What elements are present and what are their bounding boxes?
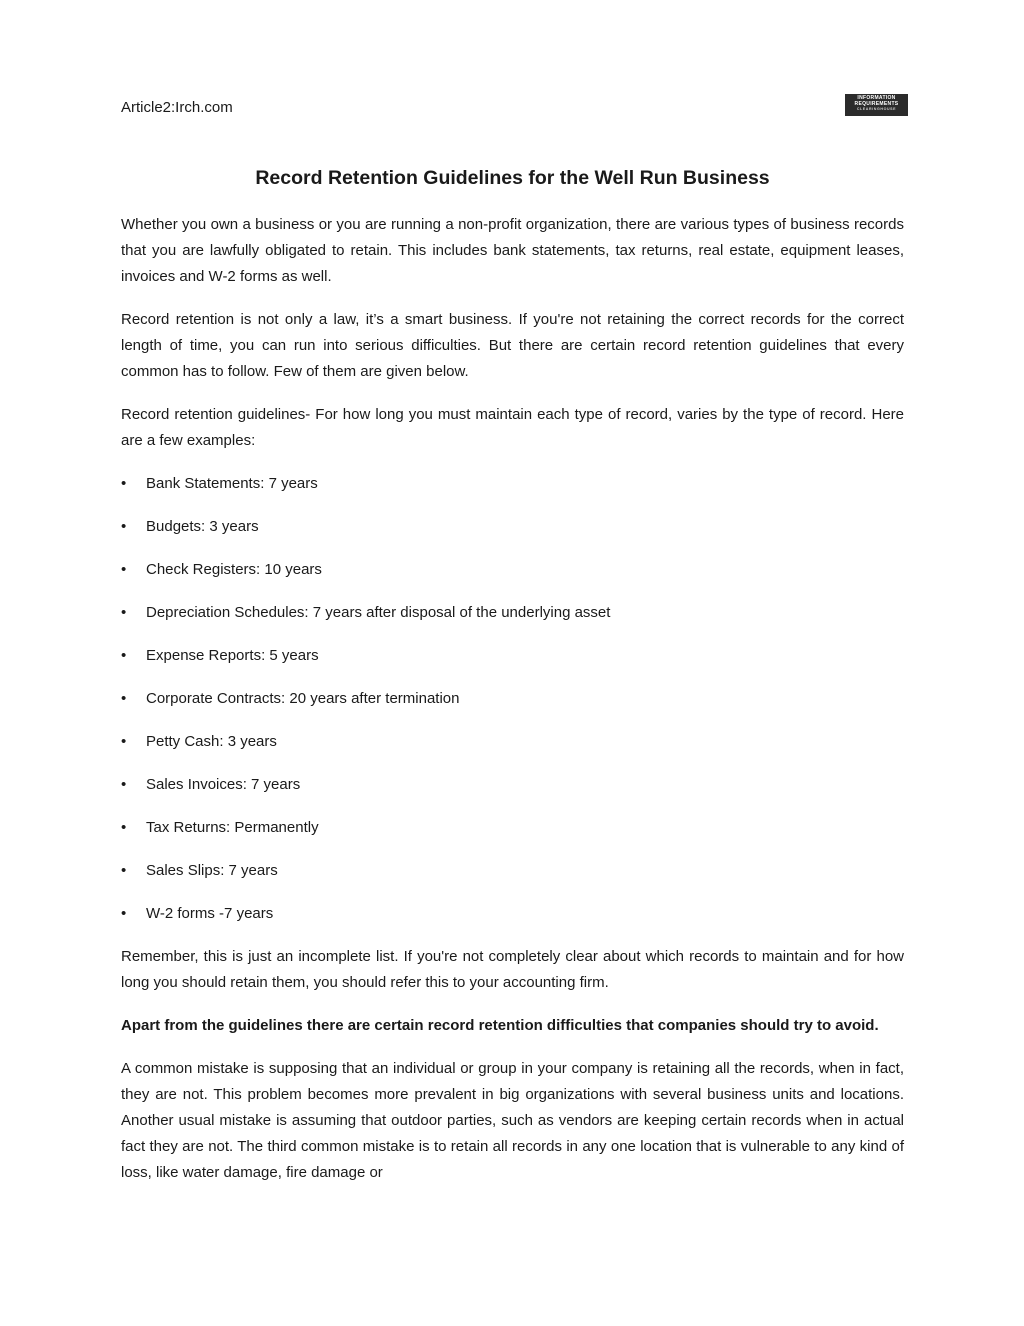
list-item [121, 772, 904, 798]
paragraph-retention-law: Record retention is not only a law, it’s a smart business. If you're not retaining the correct records for the correct length of time, you can run into serious difficulties. But there are certain record retention guidelines that every common has to follow. Few of them are given below. [121, 311, 904, 380]
information-requirements-clearinghouse-logo [845, 94, 908, 116]
list-item-text: Expense Reports: 5 years [146, 647, 319, 664]
bullet-icon: • [121, 604, 127, 621]
list-item [121, 514, 904, 540]
list-item-text: Budgets: 3 years [146, 518, 259, 535]
list-item [121, 858, 904, 884]
list-item [121, 729, 904, 755]
list-item [121, 901, 904, 927]
paragraph-intro: Whether you own a business or you are running a non-profit organization, there are various types of business records that you are lawfully obligated to retain. This includes bank statements, tax returns, real estate, equipment leases, invoices and W-2 forms as well. [121, 216, 904, 285]
site-header: Article2:Irch.com [121, 99, 233, 116]
list-item [121, 815, 904, 841]
bullet-icon: • [121, 776, 127, 793]
paragraph-difficulties-heading: Apart from the guidelines there are certain record retention difficulties that companies should try to avoid. [121, 1017, 879, 1034]
bullet-icon: • [121, 475, 127, 492]
list-item [121, 471, 904, 497]
list-item-text: Bank Statements: 7 years [146, 475, 318, 492]
bullet-icon: • [121, 647, 127, 664]
logo-line-3: CLEARINGHOUSE [856, 107, 897, 112]
list-item-text: Petty Cash: 3 years [146, 733, 277, 750]
logo-line-2: REQUIREMENTS [854, 100, 899, 107]
paragraph-common-mistakes: A common mistake is supposing that an individual or group in your company is retaining all the records, when in fact, they are not. This problem becomes more prevalent in big organizations with several business units and locations. Another usual mistake is assuming that outdoor parties, such as vendors are keeping certain records when in actual fact they are not. The third common mistake is to retain all records in any one location that is vulnerable to any kind of loss, like water damage, fire damage or [121, 1060, 904, 1181]
list-item-text: Depreciation Schedules: 7 years after disposal of the underlying asset [146, 604, 611, 621]
document-title: Record Retention Guidelines for the Well Run Business [255, 167, 770, 189]
logo-line-1: INFORMATION [857, 95, 896, 101]
retention-list [121, 471, 904, 927]
list-item-text: Tax Returns: Permanently [146, 819, 319, 836]
document-body [121, 212, 904, 1186]
paragraph-guidelines: Record retention guidelines- For how long you must maintain each type of record, varies by the type of record. Here are a few examples: [121, 406, 904, 449]
paragraph-reminder: Remember, this is just an incomplete list. If you're not completely clear about which records to maintain and for how long you should retain them, you should refer this to your accounting firm. [121, 948, 904, 991]
list-item [121, 600, 904, 626]
list-item-text: Corporate Contracts: 20 years after termination [146, 690, 460, 707]
list-item [121, 643, 904, 669]
bullet-icon: • [121, 819, 127, 836]
bullet-icon: • [121, 905, 127, 922]
list-item-text: Sales Invoices: 7 years [146, 776, 301, 793]
bullet-icon: • [121, 690, 127, 707]
bullet-icon: • [121, 518, 127, 535]
list-item [121, 686, 904, 712]
list-item-text: Sales Slips: 7 years [146, 862, 278, 879]
bullet-icon: • [121, 733, 127, 750]
list-item-text: Check Registers: 10 years [146, 561, 322, 578]
bullet-icon: • [121, 561, 127, 578]
list-item [121, 557, 904, 583]
list-item-text: W-2 forms -7 years [146, 905, 274, 922]
bullet-icon: • [121, 862, 127, 879]
